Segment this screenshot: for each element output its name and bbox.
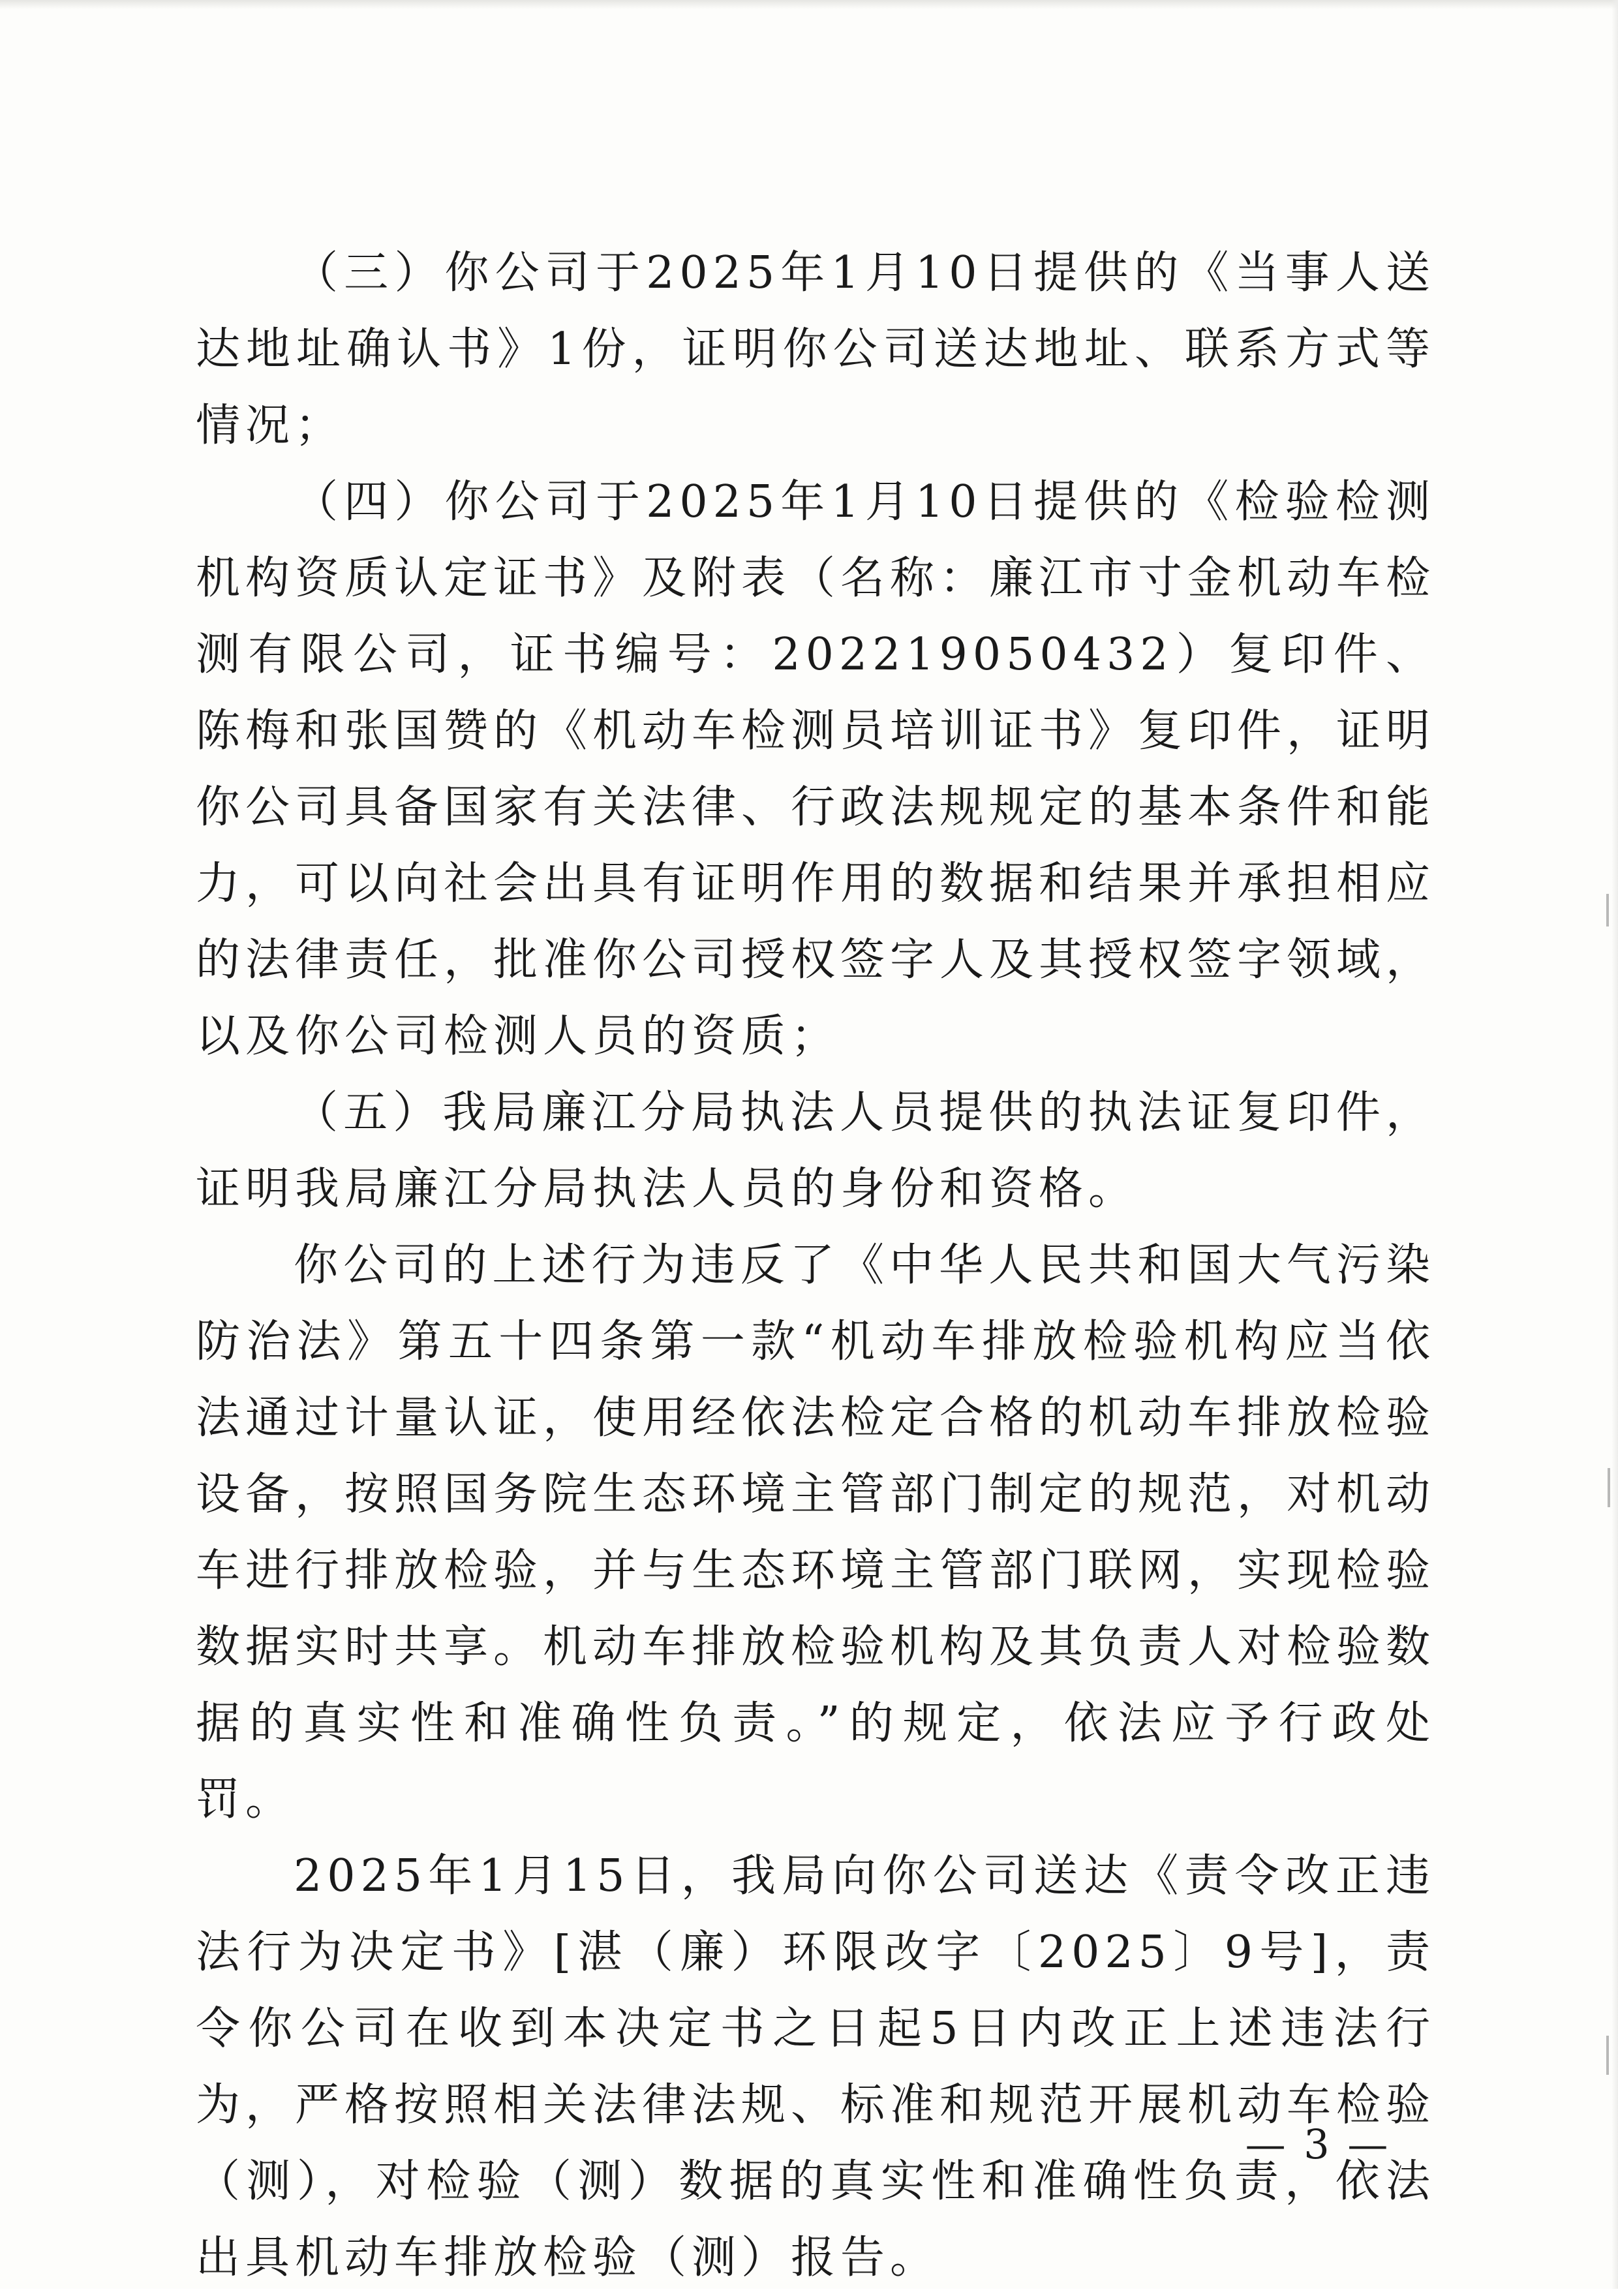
scan-mark-right-lower — [1606, 2036, 1609, 2075]
document-body — [196, 235, 1435, 2296]
page-number: — 3 — — [1245, 2120, 1391, 2168]
paragraph-evidence-5: （五）我局廉江分局执法人员提供的执法证复印件，证明我局廉江分局执法人员的身份和资格。 — [196, 1087, 1435, 1215]
paragraph-correction-order: 2025年1月15日，我局向你公司送达《责令改正违法行为决定书》[湛（廉）环限改字〔2025〕9号]，责令你公司在收到本决定书之日起5日内改正上述违法行为，严格按照相关法律法规、标准和规范开展机动车检验（测），对检验（测）数据的真实性和准确性负责，依法出具机动车排放检验（测）报告。 — [196, 1850, 1436, 2284]
scan-edge-right — [1611, 0, 1618, 2289]
paragraph-evidence-4: （四）你公司于2025年1月10日提供的《检验检测机构资质认定证书》及附表（名称：廉江市寸金机动车检测有限公司，证书编号：202219050432）复印件、陈梅和张国赞的《机动车检测员培训证书》复印件，证明你公司具备国家有关法律、行政法规规定的基本条件和能力，可以向社会出具有证明作用的数据和结果并承担相应的法律责任，批准你公司授权签字人及其授权签字领域，以及你公司检测人员的资质； — [196, 476, 1436, 1062]
paragraph-evidence-3: （三）你公司于2025年1月10日提供的《当事人送达地址确认书》1份，证明你公司送达地址、联系方式等情况； — [196, 247, 1435, 452]
scan-mark-right-middle — [1608, 1468, 1610, 1507]
scan-mark-right-upper — [1606, 894, 1609, 926]
scan-edge-top — [0, 0, 1618, 9]
paragraph-violation: 你公司的上述行为违反了《中华人民共和国大气污染防治法》第五十四条第一款“机动车排放检验机构应当依法通过计量认证，使用经依法检定合格的机动车排放检验设备，按照国务院生态环境主管部门制定的规范，对机动车进行排放检验，并与生态环境主管部门联网，实现检验数据实时共享。机动车排放检验机构及其负责人对检验数据的真实性和准确性负责。”的规定，依法应予行政处罚。 — [196, 1240, 1436, 1826]
